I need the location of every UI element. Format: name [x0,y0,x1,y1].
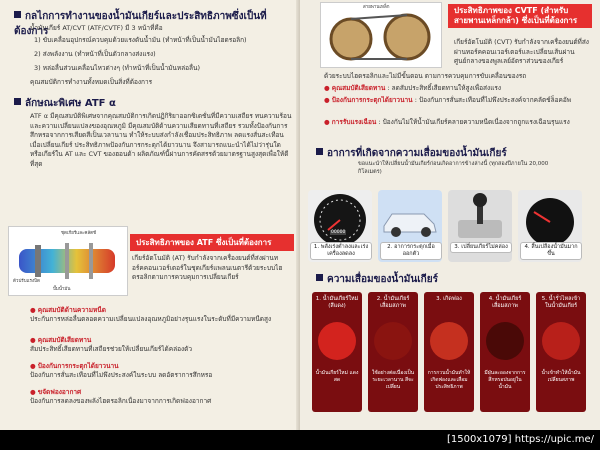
section-heading-symptoms [316,146,507,161]
oil-sample-foam: 3. เกิดฟอง การกวนน้ำมันทำให้เกิดฟองและเสื่อมประสิทธิภาพ [424,292,474,412]
speed-readout: 00000 [331,230,346,235]
cvt-pulley-illustration [321,3,441,67]
atf-bullet-antifoam: ● ขจัดฟองอากาศ ป้องกันการลดลงของพลังไฮดรอลิกเนื่องมาจากการเกิดฟองอากาศ [30,388,212,405]
mechanism-title: กลไกการทำงานของน้ำมันเกียร์และประสิทธิภาพซึ่งเป็นที่ต้องการ [14,11,267,37]
left-page [0,0,300,430]
mechanism-intro: น้ำมันเกียร์ AT/CVT (ATF/CVTF) มี 3 หน้าที่คือ [30,24,163,32]
section-heading-oil-degradation [316,272,438,287]
symptom-caption-1: 1. พลังเร่งต่ำลงและเร่งเครื่องลดลง [310,242,372,260]
atf-alpha-body: ATF α มีคุณสมบัติพิเศษจากคุณสมบัติการเกิดปฏิกิริยาออกซิเดชั่นที่มีความเสถียร ทนความร้อนและความเปลี่ยนแปลงของอุณหภูมิ มีคุณสมบัติด้านความเสียดทานที่เสถียร รวมทั้งป้องกันการสึกหรอจากการเสียดสีเป็นเวลานาน ทำให้ระบบส่งกำลังเชื่อมประสิทธิภาพ ลดแรงสั่นสะเทือนเมื่อเปลี่ยนเกียร์ ประสิทธิภาพป้องกันการกระตุกได้ยาวนาน จึงสามารถแนะนำได้ไม่ว่ารุ่นใดหรือเกียร์ใน AT และ CVT ของฮอนด้า ผลิตภัณฑ์นี้ผ่านการคัดสรรด้วยมาตรฐานสูงสุดเพื่อให้ดีที่สุด [30,112,292,168]
atf-alpha-title: ลักษณะพิเศษ ATF α [25,98,116,109]
symptom-caption-2: 2. อาการกระตุกเมื่อออกตัว [380,242,442,260]
bullet-square-icon [14,98,21,105]
symptom-caption-4: 4. สิ้นเปลืองน้ำมันมากขึ้น [520,242,582,260]
atf-performance-paragraph: เกียร์อัตโนมัติ (AT) รับกำลังจากเครื่องยนต์ที่ส่งผ่านทอร์คคอนเวอร์เตอร์ในชุดเกียร์แพลนเนตารีด้วยระบบไฮดรอลิกตามการควบคุมการเปลี่ยนเกียร์ [132,254,283,281]
cvtf-bullet-antishudder: ● ป้องกันการกระตุกได้ยาวนาน : ป้องกันการสั่นสะเทือนที่ไม่พึงประสงค์จากคลัตช์ล็อคอัพ [324,96,572,104]
diagram-label-pump: ปั๊มน้ำมัน [53,287,71,292]
cvtf-performance-paragraph-cont: ด้วยระบบไฮดรอลิกและไม่มีขั้นตอน ตามการควบคุมการขับเคลื่อนของรถ [324,72,527,80]
atf-bullet-friction: ● คุณสมบัติเสียดทาน สัมประสิทธิ์เสียดทานที่เสถียรช่วยให้เปลี่ยนเกียร์ได้คล่องตัว [30,336,193,353]
symptom-caption-3: 3. เปลี่ยนเกียร์ไม่คล่อง [450,242,512,253]
mechanism-item-1: 1) ขับเคลื่อนอุปกรณ์ควบคุมด้วยแรงดันน้ำมัน (ทำหน้าที่เป็นน้ำมันไฮดรอลิก) [34,36,247,44]
diagram-label-converter: ตัวปรับแรงบิด [13,279,40,284]
cvt-diagram [320,2,442,68]
symptom-card-shifting [448,190,512,262]
cvtf-performance-banner: ประสิทธิภาพของ CVTF (สำหรับสายพานเหล็กกล้า) ซึ่งเป็นที่ต้องการ [448,4,592,28]
cvtf-bullet-shear: ● การรับแรงเฉือน : ป้องกันไม่ให้น้ำมันเกียร์คลายความหนืดเนื่องจากถูกแรงเฉือนรุนแรง [324,118,570,126]
oil-degradation-title: ความเสื่อมของน้ำมันเกียร์ [327,274,438,285]
bullet-square-icon [316,274,323,281]
symptom-card-fuel [518,190,582,262]
oil-sample-circle [542,322,580,360]
symptoms-subtitle: ขอแนะนำให้เปลี่ยนน้ำมันเกียร์ก่อนเกิดอาการข้างล่างนี้ (ทุกสองปีภายใน 20,000 กิโลเมตร) [358,161,549,175]
diagram-label-gearset: ชุดเกียร์และคลัตช์ [61,231,97,236]
diagram-label-steel-belt: สายพานเหล็ก [363,5,390,10]
cvtf-bullet-friction: ● คุณสมบัติเสียดทาน : ลดสัมประสิทธิ์เสียดทานให้สูงเพื่อส่งแรง [324,84,502,92]
oil-sample-new: 1. น้ำมันเกียร์ใหม่ (สีแดง) น้ำมันเกียร์ใหม่ แดงสด [312,292,362,412]
oil-sample-water: 5. น้ำรั่วไหลเข้าในน้ำมันเกียร์ น้ำเข้าทำให้น้ำมันเปลี่ยนสภาพ [536,292,586,412]
atf-performance-banner: ประสิทธิภาพของ ATF ซึ่งเป็นที่ต้องการ [130,234,294,251]
oil-sample-circle [318,322,356,360]
symptoms-title: อาการที่เกิดจากความเสื่อมของน้ำมันเกียร์ [327,148,507,159]
oil-sample-circle [430,322,468,360]
atf-diagram [8,226,128,296]
image-footer: [1500x1079] https://upic.me/ [0,430,600,450]
mechanism-item-2: 2) ส่งพลังงาน (ทำหน้าที่เป็นตัวกลางส่งแรง) [34,50,156,58]
bullet-square-icon [316,148,323,155]
atf-bullet-viscosity: ● คุณสมบัติด้านความหนืด ประกันการหล่อลื่นตลอดความเปลี่ยนแปลงอุณหภูมิอย่างรุนแรงในระดับที่มีความหนืดสูง [30,306,272,323]
bullet-square-icon [14,11,21,18]
symptom-card-jerk [378,190,442,262]
oil-sample-circle [374,322,412,360]
mechanism-item-3: 3) หล่อลื่นส่วนเคลื่อนไหวต่างๆ (ทำหน้าที่เป็นน้ำมันหล่อลื่น) [34,64,200,72]
section-heading-atf-alpha [14,96,116,111]
mechanism-outro: คุณสมบัติการทำงานทั้งหมดเป็นสิ่งที่ต้องการ [30,78,153,86]
oil-sample-degraded: 2. น้ำมันเกียร์เสื่อมสภาพ ใช้อย่างต่อเนื่องเป็นระยะเวลานาน สีจะเปลี่ยน [368,292,418,412]
atf-bullet-antishudder: ● ป้องกันการกระตุกได้ยาวนาน ป้องกันการสั่นสะเทือนที่ไม่พึงประสงค์ในระบบ ลดอัตราการสึกหรอ [30,362,213,379]
symptom-card-acceleration [308,190,372,262]
oil-sample-contaminated: 4. น้ำมันเกียร์เสื่อมสภาพ มีฝุ่นละอองจากการสึกหรอปนอยู่ในน้ำมัน [480,292,530,412]
oil-sample-circle [486,322,524,360]
right-page [300,0,600,430]
cvtf-performance-paragraph: เกียร์อัตโนมัติ (CVT) รับกำลังจากเครื่องยนต์ที่ส่งผ่านทอร์คคอนเวอร์เตอร์และเปลี่ยนเส้นผ่านศูนย์กลางของพูลเลย์อัตราส่วนของเกียร์ [454,38,589,65]
